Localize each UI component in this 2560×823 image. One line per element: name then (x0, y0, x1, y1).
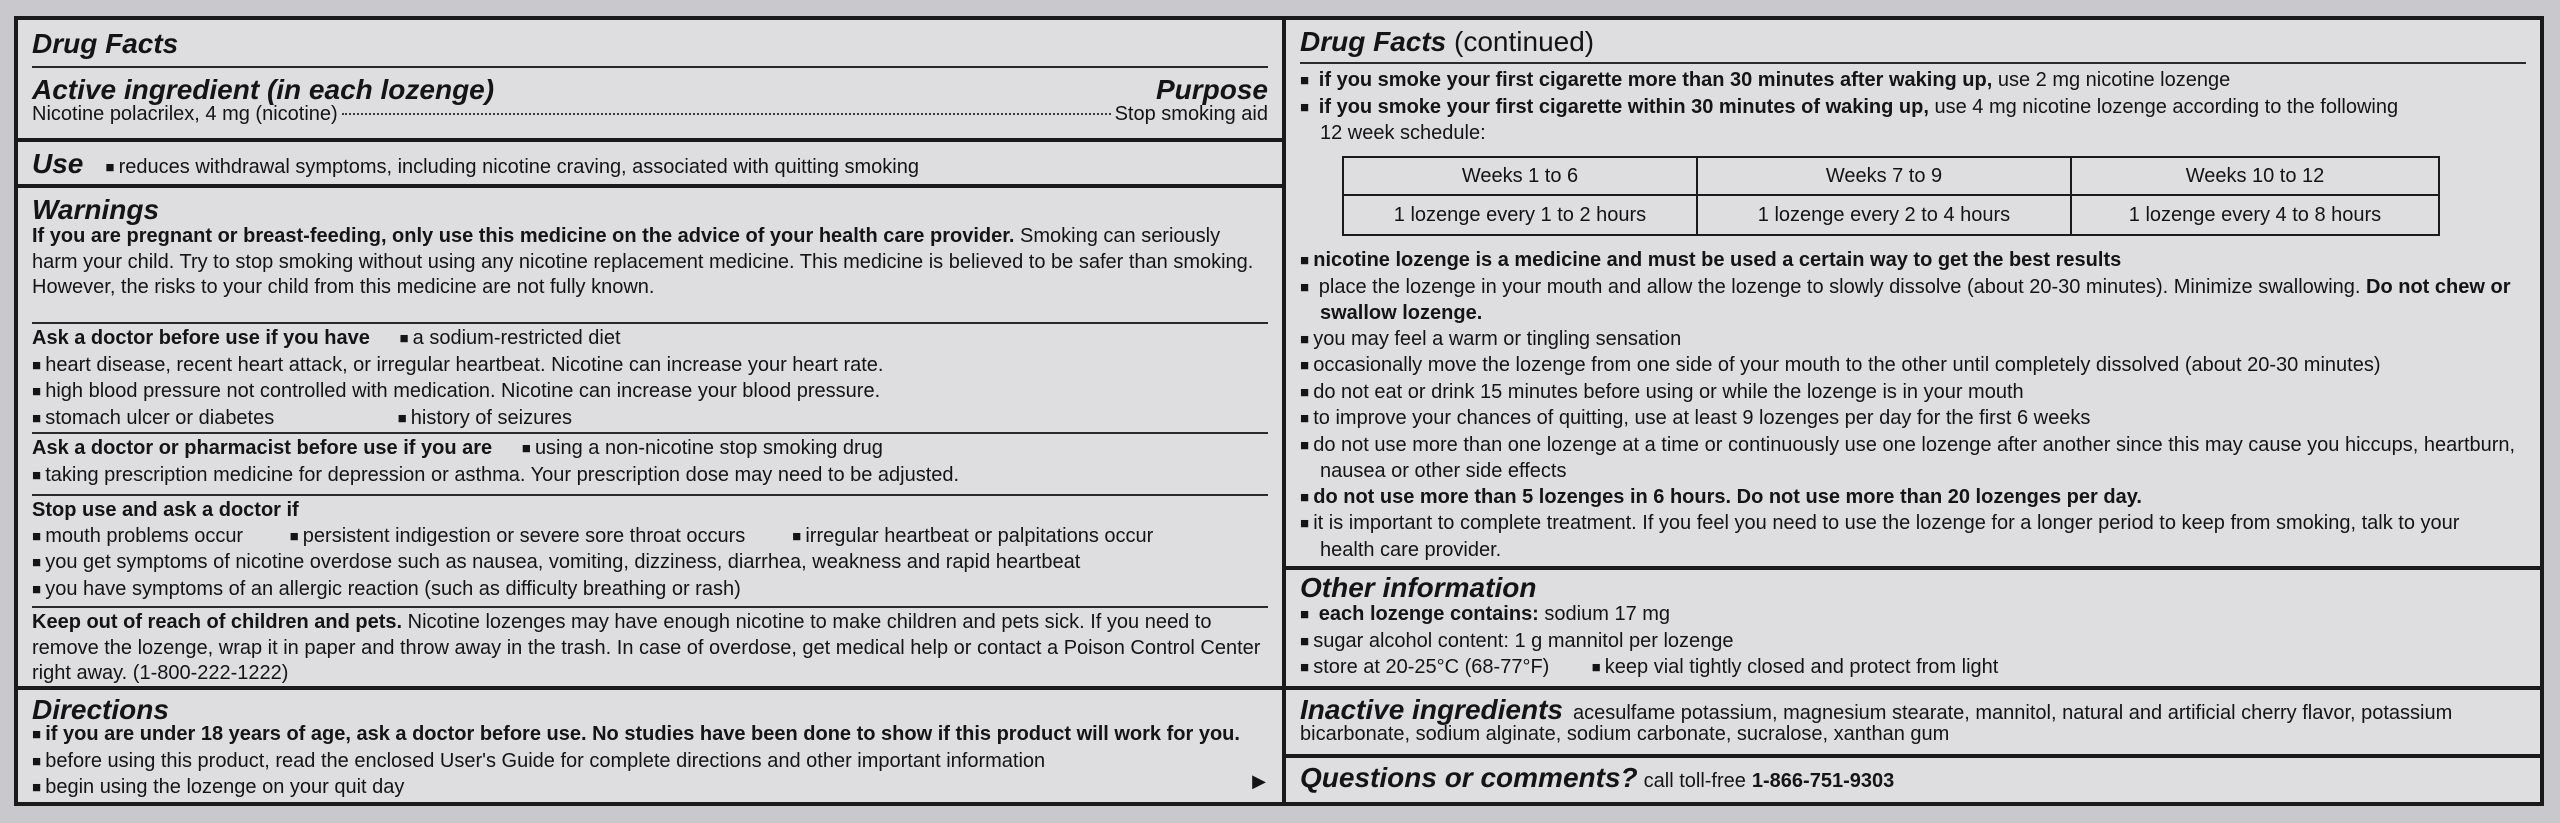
dose-instruction-2-cont: 12 week schedule: (1320, 122, 1486, 144)
list-item: ■ do not eat or drink 15 minutes before using or while the lozenge is in your mouth (1300, 380, 2526, 407)
other-information-section (1286, 570, 2540, 682)
keep-out-bold: Keep out of reach of children and pets. (32, 611, 403, 633)
drug-facts-header (18, 26, 1282, 62)
sodium-value: sodium 17 mg (1544, 603, 1671, 625)
dose-condition-2: if you smoke your first cigarette within 30 minutes of waking up, (1318, 95, 1929, 118)
list-item-cont: swallow lozenge. (1320, 302, 1483, 324)
list-item: ■ you have symptoms of an allergic reaction (such as difficulty breathing or rash) (32, 577, 1268, 604)
inactive-ingredients-section (1286, 692, 2540, 748)
directions-section (18, 692, 1282, 802)
list-item: ■ high blood pressure not controlled with medication. Nicotine can increase your blood pressure. (32, 379, 1268, 406)
list-item: ■ to improve your chances of quitting, use at least 9 lozenges per day for the first 6 weeks (1300, 406, 2526, 433)
list-item: ■ you may feel a warm or tingling sensation (1300, 327, 2526, 354)
list-item: ■ irregular heartbeat or palpitations occur (792, 525, 1153, 547)
active-ingredient-section (18, 72, 1282, 128)
questions-text: call toll-free (1643, 770, 1746, 792)
ask-pharmacist-section (18, 436, 1282, 489)
keep-out-text: Nicotine lozenges may have enough nicotine to make children and pets sick. If you need to (407, 611, 1212, 633)
list-item: ■ if you are under 18 years of age, ask a doctor before use. No studies have been done to show if this product will work for you. (32, 722, 1268, 749)
list-item: ■ occasionally move the lozenge from one side of your mouth to the other until completely dissolved (about 20-30 minutes) (1300, 353, 2526, 380)
ask-pharmacist-heading: Ask a doctor or pharmacist before use if you are (32, 437, 493, 459)
smoking-dose-section (1286, 68, 2540, 147)
inactive-ingredients-line-1: acesulfame potassium, magnesium stearate, mannitol, natural and artificial cherry flavor, potassium (1572, 702, 2453, 724)
list-item: ■ persistent indigestion or severe sore throat occurs (290, 524, 787, 551)
continued-label: (continued) (1454, 26, 1595, 57)
directions-heading: Directions (32, 694, 169, 725)
keep-out-section (18, 610, 1282, 687)
stop-use-section (18, 498, 1282, 603)
sodium-label: each lozenge contains: (1318, 603, 1539, 625)
lozenge-directions-list (1286, 248, 2540, 563)
dose-condition-1: if you smoke your first cigarette more than 30 minutes after waking up, (1318, 69, 1993, 91)
phone-number: 1-866-751-9303 (1751, 770, 1895, 792)
list-item: ■ begin using the lozenge on your quit day (32, 775, 1268, 802)
stop-use-heading: Stop use and ask a doctor if (32, 499, 299, 521)
keep-out-line-2: remove the lozenge, wrap it in paper and throw away in the trash. In case of overdose, get medical help or contact a Poison Control Center (32, 636, 1261, 659)
drug-facts-title: Drug Facts (1300, 26, 1447, 57)
list-item-text: place the lozenge in your mouth and allow the lozenge to slowly dissolve (about 20-30 minutes). Minimize swallowing. (1318, 275, 2361, 298)
list-item: ■ it is important to complete treatment. If you feel you need to use the lozenge for a longer period to keep from smoking, talk to your (1300, 511, 2526, 538)
table-cell: 1 lozenge every 1 to 2 hours (1344, 196, 1698, 234)
table-cell: 1 lozenge every 4 to 8 hours (2128, 203, 2382, 226)
ask-doctor-heading: Ask a doctor before use if you have (32, 327, 370, 349)
use-text: ■ reduces withdrawal symptoms, including nicotine craving, associated with quitting smoking (105, 155, 919, 182)
list-item: ■ store at 20-25°C (68-77°F) (1300, 655, 1586, 682)
pregnant-warning-line-2: harm your child. Try to stop smoking without using any nicotine replacement medicine. This medicine is believed to be safer than smoking. (32, 250, 1254, 273)
list-item: ■ heart disease, recent heart attack, or irregular heartbeat. Nicotine can increase your heart rate. (32, 353, 1268, 380)
keep-out-line-3: right away. (1-800-222-1222) (32, 662, 289, 684)
drug-facts-continued-header (1286, 24, 2540, 60)
list-item: ■ do not use more than 5 lozenges in 6 hours. Do not use more than 20 lozenges per day. (1300, 485, 2526, 512)
ingredient-purpose: Stop smoking aid (1114, 103, 1268, 125)
list-item: ■ sugar alcohol content: 1 g mannitol per lozenge (1300, 629, 2526, 656)
other-information-heading: Other information (1300, 572, 1537, 603)
pregnant-warning-bold: If you are pregnant or breast-feeding, only use this medicine on the advice of your health care provider. (32, 225, 1015, 247)
pregnant-warning-line-3: However, the risks to your child from this medicine are not fully known. (32, 276, 655, 298)
list-item: ■ using a non-nicotine stop smoking drug (522, 437, 883, 459)
table-cell: 1 lozenge every 2 to 4 hours (1698, 196, 2072, 234)
list-item: ■ before using this product, read the enclosed User's Guide for complete directions and other important information (32, 749, 1268, 776)
ingredient-name: Nicotine polacrilex, 4 mg (nicotine) (32, 103, 338, 125)
continue-arrow-icon: ▶ (1252, 771, 1266, 791)
pregnant-warning-text: Smoking can seriously (1020, 225, 1221, 247)
list-item: ■ a sodium-restricted diet (399, 327, 620, 349)
drug-facts-title: Drug Facts (32, 28, 179, 59)
active-ingredient-heading: Active ingredient (in each lozenge) (32, 74, 495, 105)
use-section (18, 146, 1282, 182)
list-item: ■ keep vial tightly closed and protect from light (1592, 656, 1999, 678)
dose-instruction-1: use 2 mg nicotine lozenge (1997, 69, 2231, 91)
list-item: ■ you get symptoms of nicotine overdose such as nausea, vomiting, dizziness, diarrhea, weakness and rapid heartbeat (32, 550, 1268, 577)
list-item-bold: Do not chew or (2366, 275, 2511, 298)
list-item-cont: nausea or other side effects (1320, 460, 1567, 482)
purpose-heading: Purpose (1155, 74, 1268, 105)
inactive-ingredients-line-2: bicarbonate, sodium alginate, sodium carbonate, sucralose, xanthan gum (1300, 723, 1950, 745)
table-header: Weeks 1 to 6 (1344, 158, 1698, 196)
list-item-cont: health care provider. (1320, 538, 1502, 561)
table-header: Weeks 10 to 12 (2072, 158, 2438, 196)
list-item: ■ mouth problems occur (32, 524, 284, 551)
questions-heading: Questions or comments? (1300, 762, 1638, 793)
use-heading: Use (32, 148, 84, 179)
list-item: ■ stomach ulcer or diabetes (32, 406, 392, 433)
table-header: Weeks 7 to 9 (1698, 158, 2072, 196)
left-column (18, 20, 1286, 802)
list-item: ■ do not use more than one lozenge at a time or continuously use one lozenge after another since this may cause you hiccups, heartburn, (1300, 433, 2526, 460)
list-item: ■ history of seizures (398, 407, 572, 429)
dose-instruction-2: use 4 mg nicotine lozenge according to the following (1934, 95, 2399, 118)
questions-section (1286, 760, 2540, 796)
list-item: ■ taking prescription medicine for depression or asthma. Your prescription dose may need to be adjusted. (32, 463, 1268, 490)
inactive-ingredients-heading: Inactive ingredients (1300, 694, 1563, 725)
dosing-schedule-table (1342, 156, 2440, 236)
ask-doctor-section (18, 326, 1282, 432)
right-column (1286, 20, 2540, 802)
list-item: ■ nicotine lozenge is a medicine and must be used a certain way to get the best results (1300, 248, 2526, 275)
warnings-heading: Warnings (32, 194, 160, 225)
warnings-section (18, 192, 1282, 301)
dot-leader (342, 113, 1111, 115)
drug-facts-label (14, 16, 2544, 806)
